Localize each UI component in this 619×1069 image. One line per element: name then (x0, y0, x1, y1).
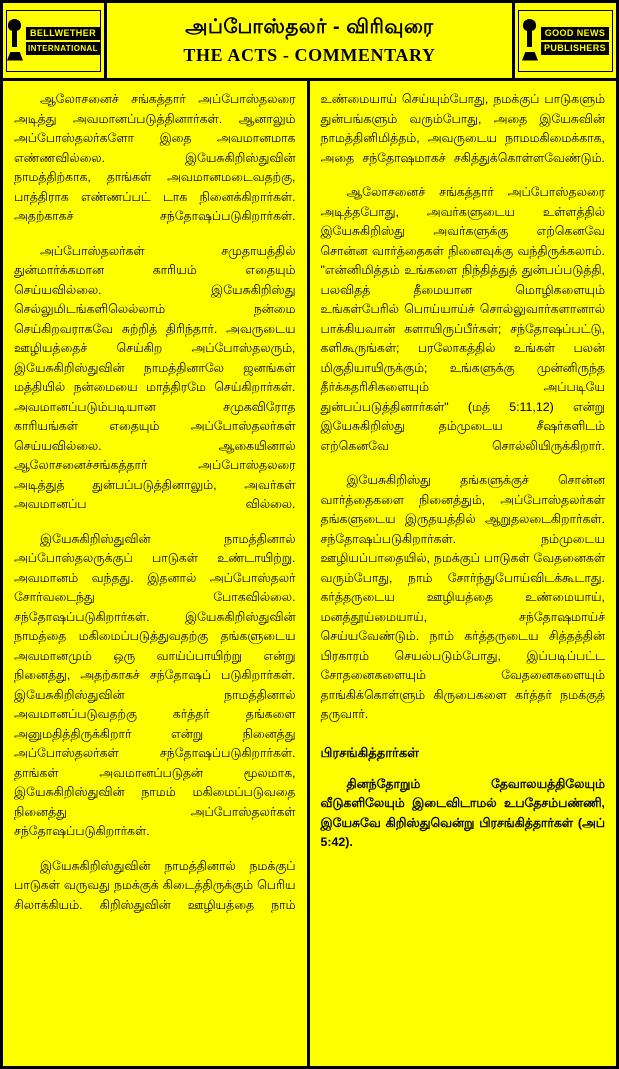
page-title-block (107, 3, 512, 78)
page-body (3, 81, 616, 1066)
section-subheading: பிரசங்கித்தார்கள் (320, 744, 419, 760)
torch-icon (522, 21, 538, 61)
logo-text (541, 27, 609, 55)
page-title-english: THE ACTS - COMMENTARY (183, 45, 436, 65)
paragraph: இயேசுகிறிஸ்து தங்களுக்குச் சொன்ன வார்த்தைகளை நினைத்தும், அப்போஸ்தலர்கள் தங்களுடைய இருதயத்தில் ஆறுதலடைகிறார்கள். சந்தோஷப்படுகிறார்கள். நம்முடைய ஊழியப்பாதையில், நமக்குப் பாடுகள் வேதனைகள் வரும்போது, நாம் சோர்ந்துபோய்விடக்கூடாது. கர்த்தருடைய ஊழியத்தை உண்மையாய், மனத்தூய்மையாய், சந்தோஷமாய்ச் செய்யவேண்டும். நாம் கர்த்தருடைய சித்தத்தின் பிரகாரம் செயல்படும்போது, இப்படிப்பட்ட சோதனைகளையும் வேதனைகளையும் தாங்கிக்கொள்ளும் கிருபைகளை கர்த்தர் நமக்குத் தருவார். (320, 473, 605, 721)
logo-line-1: BELLWETHER (26, 27, 100, 40)
text-column-right (310, 81, 617, 1066)
logo-frame (518, 10, 613, 72)
paragraph: ஆலோசனைச் சங்கத்தார் அப்போஸ்தலரை அடித்து அவமானப்படுத்தினார்கள். ஆனாலும் அப்போஸ்தலர்களோ இதை அவமானமாக எண்ணவில்லை. இயேசுகிறிஸ்துவின் நாமத்திற்காக, தாங்கள் அவமானமடைவதற்கு, பாத்திராக எண்ணப்பட் டாக நினைக்கிறார்கள். அதற்காகச் சந்தோஷப்படுகிறார்கள். (14, 92, 296, 223)
paragraph: உண்மையாய் செய்யும்போது, நமக்குப் பாடுகளும் துன்பங்களும் வரும்போது, அதை இயேசுவின் நாமத்தினிமித்தம், அவருடைய நாமமகிமைக்காக, அதை சந்தோஷமாகச் சகித்துக்கொள்ளவேண்டும். (320, 92, 605, 165)
page-title-tamil: அப்போஸ்தலர் - விரிவுரை (185, 16, 434, 38)
closing-paragraph: தினந்தோறும் தேவாலயத்திலேயும் வீடுகளிலேயும் இடைவிடாமல் உபதேசம்பண்ணி, இயேசுவே கிறிஸ்துவென்று பிரசங்கித்தார்கள் (அப் 5:42). (320, 776, 605, 849)
logo-line-2: INTERNATIONAL (28, 43, 98, 53)
text-column-left (3, 81, 310, 1066)
paragraph: ஆலோசனைச் சங்கத்தார் அப்போஸ்தலரை அடித்தபோது, அவர்களுடைய உள்ளத்தில் இயேசுகிறிஸ்து அவர்களுக்கு எற்கெனவே சொன்ன வார்த்தைகள் நினைவுக்கு வந்திருக்கலாம். "என்னிமித்தம் உங்களை நிந்தித்துத் துன்பப்படுத்தி, பலவிதத் தீமையான மொழிகளையும் உங்கள்பேரில் பொய்யாய்ச் சொல்லுவார்களானால் பாக்கியவான் களாயிருப்பீர்கள்; சந்தோஷப்பட்டு, களிகூருங்கள்; பரலோகத்தில் உங்கள் பலன் மிகுதியாயிருக்கும்; உங்களுக்கு முன்னிருந்த தீர்க்கதரிசிகளையும் அப்படியே துன்பப்படுத்தினார்கள்" (மத் 5:11,12) என்று இயேசுகிறிஸ்து தம்முடைய சீஷர்களிடம் எற்கெனவே சொல்லியிருக்கிறார். (320, 185, 605, 453)
paragraph: இயேசுகிறிஸ்துவின் நாமத்தினால் நமக்குப் பாடுகள் வருவது நமக்குக் கிடைத்திருக்கும் பெரிய சிலாக்கியம். கிறிஸ்துவின் ஊழியத்தை நாம் (14, 858, 296, 912)
logo-line-2: PUBLISHERS (541, 42, 609, 55)
page-header (3, 3, 616, 81)
publisher-logo-bellwether (3, 3, 107, 78)
paragraph: இயேசுகிறிஸ்துவின் நாமத்தினால் அப்போஸ்தலருக்குப் பாடுகள் உண்டாயிற்று. அவமானம் வந்தது. இதனால் அப்போஸ்தலர் சோர்வடைந்து போகவில்லை. சந்தோஷப்படுகிறார்கள். இயேசுகிறிஸ்துவின் நாமத்தை மகிமைப்படுத்துவதற்கு தங்களுடைய அவமானமும் ஒரு வாய்ப்பாயிற்று என்று நினைத்து, அதற்காகச் சந்தோஷப் படுகிறார்கள். இயேசுகிறிஸ்துவின் நாமத்தினால் அவமானப்படுவதற்கு கர்த்தர் தங்களை அனுமதித்திருக்கிறார் என்று நினைத்து அப்போஸ்தலர்கள் சந்தோஷப்படுகிறார்கள். தாங்கள் அவமானப்படுதன் மூலமாக, இயேசுகிறிஸ்துவின் நாமம் மகிமைப்படுவதை நினைத்து அப்போஸ்தலர்கள் சந்தோஷப்படுகிறார்கள். (14, 531, 296, 838)
paragraph: அப்போஸ்தலர்கள் சமுதாயத்தில் துன்மார்க்கமான காரியம் எதையும் செய்யவில்லை. இயேசுகிறிஸ்து செல்லுமிடங்களிலெல்லாம் நன்மை செய்கிறவராகவே சுற்றித் திரிந்தார். அவருடைய ஊழியத்தைச் செய்கிற அப்போஸ்தலரும், இயேசுகிறிஸ்துவின் நாமத்தினாலே ஜனங்கள் மத்தியில் நன்மையை மாத்திரமே செய்கிறார்கள். அவமானப்படும்படியான சமுகவிரோத காரியங்கள் எதையும் அப்போஸ்தலர்கள் செய்யவில்லை. ஆகையினால் ஆலோசனைச்சங்கத்தார் அப்போஸ்தலரை அடித்துத் துன்பப்படுத்தினாலும், அவர்கள் அவமானப்ப வில்லை. (14, 243, 296, 511)
publisher-logo-goodnews (512, 3, 616, 78)
logo-frame (6, 10, 101, 72)
torch-icon (7, 21, 23, 61)
logo-line-1: GOOD NEWS (541, 27, 609, 40)
logo-text (26, 27, 100, 55)
